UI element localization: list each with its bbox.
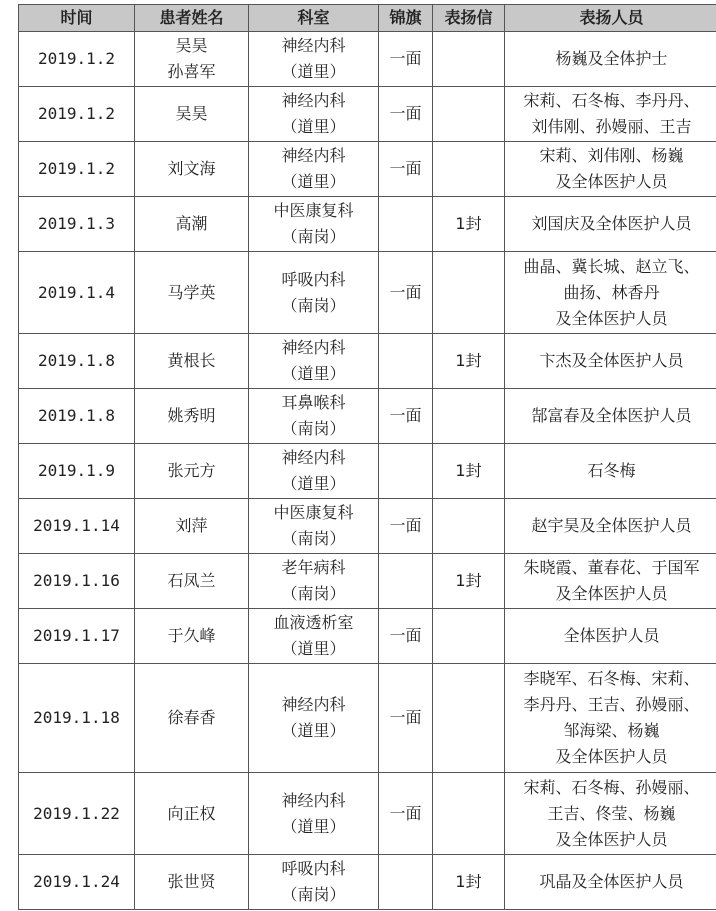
department-line: 神经内科 xyxy=(281,448,346,467)
letter-cell: 1封 xyxy=(433,444,505,499)
department-line: （南岗） xyxy=(281,584,346,603)
staff-line: 巩晶及全体医护人员 xyxy=(539,872,684,891)
letter-cell: 1封 xyxy=(433,554,505,609)
staff-line: 刘国庆及全体医护人员 xyxy=(531,214,692,233)
department-cell xyxy=(249,87,379,142)
date-cell: 2019.1.3 xyxy=(19,197,135,252)
patient-cell xyxy=(135,389,249,444)
banner-cell xyxy=(379,855,433,910)
patient-name: 黄根长 xyxy=(167,351,216,370)
patient-name: 孙喜军 xyxy=(167,62,216,81)
department-cell xyxy=(249,855,379,910)
table-row xyxy=(19,664,716,773)
header-staff: 表扬人员 xyxy=(505,5,716,32)
staff-cell xyxy=(505,444,716,499)
date-cell: 2019.1.18 xyxy=(19,664,135,773)
letter-cell xyxy=(433,252,505,334)
department-line: （南岗） xyxy=(281,529,346,548)
banner-cell: 一面 xyxy=(379,87,433,142)
date-cell: 2019.1.8 xyxy=(19,389,135,444)
date-cell: 2019.1.17 xyxy=(19,609,135,664)
table-row xyxy=(19,444,716,499)
patient-cell xyxy=(135,444,249,499)
department-line: （南岗） xyxy=(281,419,346,438)
date-cell: 2019.1.2 xyxy=(19,142,135,197)
patient-name: 张元方 xyxy=(167,461,216,480)
department-cell xyxy=(249,32,379,87)
staff-line: 宋莉、石冬梅、李丹丹、 xyxy=(523,91,700,110)
table-row xyxy=(19,32,716,87)
staff-cell xyxy=(505,773,716,855)
header-banner: 锦旗 xyxy=(379,5,433,32)
banner-cell: 一面 xyxy=(379,252,433,334)
department-cell xyxy=(249,444,379,499)
staff-line: 及全体医护人员 xyxy=(555,308,668,328)
department-cell xyxy=(249,554,379,609)
patient-name: 刘萍 xyxy=(175,516,208,535)
staff-line: 宋莉、刘伟刚、杨巍 xyxy=(539,146,684,165)
staff-line: 朱晓霞、董春花、于国军 xyxy=(523,558,700,577)
staff-cell xyxy=(505,87,716,142)
table-row xyxy=(19,87,716,142)
table-row xyxy=(19,334,716,389)
table-row xyxy=(19,855,716,910)
banner-cell xyxy=(379,444,433,499)
staff-cell xyxy=(505,499,716,554)
patient-name: 吴昊 xyxy=(175,104,208,123)
letter-cell: 1封 xyxy=(433,197,505,252)
department-line: 神经内科 xyxy=(281,338,346,357)
department-cell xyxy=(249,197,379,252)
department-line: 老年病科 xyxy=(281,558,346,577)
patient-cell xyxy=(135,87,249,142)
department-line: （道里） xyxy=(281,117,346,136)
department-cell xyxy=(249,773,379,855)
date-cell: 2019.1.9 xyxy=(19,444,135,499)
staff-line: 曲扬、林香丹 xyxy=(563,282,660,302)
staff-line: 李丹丹、王吉、孙嫚丽、 xyxy=(523,695,700,714)
staff-cell xyxy=(505,334,716,389)
letter-cell xyxy=(433,773,505,855)
staff-cell xyxy=(505,142,716,197)
department-line: （道里） xyxy=(281,721,346,740)
staff-line: 及全体医护人员 xyxy=(555,829,668,849)
department-cell xyxy=(249,252,379,334)
table-row xyxy=(19,773,716,855)
patient-name: 石凤兰 xyxy=(167,571,216,590)
date-cell: 2019.1.8 xyxy=(19,334,135,389)
date-cell: 2019.1.4 xyxy=(19,252,135,334)
department-cell xyxy=(249,499,379,554)
department-line: （南岗） xyxy=(281,295,346,315)
department-line: （道里） xyxy=(281,639,346,658)
banner-cell: 一面 xyxy=(379,773,433,855)
staff-cell xyxy=(505,252,716,334)
staff-line: 卞杰及全体医护人员 xyxy=(539,351,684,370)
staff-line: 曲晶、冀长城、赵立飞、 xyxy=(523,256,700,276)
staff-line: 刘伟刚、孙嫚丽、王吉 xyxy=(531,117,692,136)
staff-line: 宋莉、石冬梅、孙嫚丽、 xyxy=(523,777,700,797)
table-row xyxy=(19,252,716,334)
date-cell: 2019.1.2 xyxy=(19,87,135,142)
patient-name: 于久峰 xyxy=(167,626,216,645)
staff-line: 及全体医护人员 xyxy=(555,584,668,603)
date-cell: 2019.1.16 xyxy=(19,554,135,609)
patient-cell xyxy=(135,32,249,87)
department-cell xyxy=(249,609,379,664)
department-line: 神经内科 xyxy=(281,91,346,110)
staff-line: 赵宇昊及全体医护人员 xyxy=(531,516,692,535)
staff-line: 杨巍及全体护士 xyxy=(555,49,668,68)
letter-cell xyxy=(433,664,505,773)
patient-name: 姚秀明 xyxy=(167,406,216,425)
patient-name: 徐春香 xyxy=(167,708,216,727)
table-row xyxy=(19,142,716,197)
department-cell xyxy=(249,389,379,444)
letter-cell xyxy=(433,32,505,87)
department-line: 呼吸内科 xyxy=(281,269,346,289)
staff-cell xyxy=(505,609,716,664)
header-department: 科室 xyxy=(249,5,379,32)
banner-cell: 一面 xyxy=(379,142,433,197)
department-line: （南岗） xyxy=(281,885,346,904)
patient-cell xyxy=(135,252,249,334)
staff-line: 李晓军、石冬梅、宋莉、 xyxy=(523,669,700,688)
department-line: 血液透析室 xyxy=(273,613,354,632)
staff-line: 石冬梅 xyxy=(587,461,636,480)
patient-cell xyxy=(135,554,249,609)
department-line: 神经内科 xyxy=(281,790,346,810)
patient-cell xyxy=(135,499,249,554)
patient-cell xyxy=(135,773,249,855)
table-row xyxy=(19,609,716,664)
patient-cell xyxy=(135,197,249,252)
patient-name: 向正权 xyxy=(167,803,216,823)
staff-cell xyxy=(505,554,716,609)
banner-cell: 一面 xyxy=(379,499,433,554)
patient-cell xyxy=(135,855,249,910)
patient-cell xyxy=(135,609,249,664)
department-line: （南岗） xyxy=(281,227,346,246)
staff-line: 全体医护人员 xyxy=(563,626,660,645)
table-row xyxy=(19,389,716,444)
table-body xyxy=(19,32,716,910)
letter-cell: 1封 xyxy=(433,855,505,910)
department-line: 中医康复科 xyxy=(273,503,354,522)
header-row xyxy=(19,5,716,32)
staff-line: 及全体医护人员 xyxy=(555,747,668,766)
date-cell: 2019.1.22 xyxy=(19,773,135,855)
staff-cell xyxy=(505,32,716,87)
letter-cell xyxy=(433,389,505,444)
department-line: 中医康复科 xyxy=(273,201,354,220)
department-line: （道里） xyxy=(281,816,346,836)
department-line: 呼吸内科 xyxy=(281,859,346,878)
department-line: （道里） xyxy=(281,474,346,493)
staff-line: 王吉、佟莹、杨巍 xyxy=(547,803,676,823)
header-date: 时间 xyxy=(19,5,135,32)
patient-name: 张世贤 xyxy=(167,872,216,891)
department-cell xyxy=(249,142,379,197)
patient-name: 吴昊 xyxy=(175,36,208,55)
letter-cell xyxy=(433,142,505,197)
department-line: 神经内科 xyxy=(281,146,346,165)
banner-cell: 一面 xyxy=(379,664,433,773)
letter-cell: 1封 xyxy=(433,334,505,389)
letter-cell xyxy=(433,609,505,664)
staff-cell xyxy=(505,389,716,444)
table-row xyxy=(19,499,716,554)
commendation-table xyxy=(18,4,716,910)
patient-cell xyxy=(135,142,249,197)
date-cell: 2019.1.24 xyxy=(19,855,135,910)
staff-line: 邹海梁、杨巍 xyxy=(563,721,660,740)
patient-cell xyxy=(135,334,249,389)
staff-cell xyxy=(505,855,716,910)
header-letter: 表扬信 xyxy=(433,5,505,32)
department-line: 耳鼻喉科 xyxy=(281,393,346,412)
department-cell xyxy=(249,664,379,773)
banner-cell: 一面 xyxy=(379,609,433,664)
date-cell: 2019.1.14 xyxy=(19,499,135,554)
staff-line: 郜富春及全体医护人员 xyxy=(531,406,692,425)
table-row xyxy=(19,554,716,609)
banner-cell: 一面 xyxy=(379,32,433,87)
department-line: （道里） xyxy=(281,62,346,81)
header-patient: 患者姓名 xyxy=(135,5,249,32)
banner-cell xyxy=(379,334,433,389)
staff-cell xyxy=(505,197,716,252)
patient-name: 高潮 xyxy=(175,214,208,233)
department-cell xyxy=(249,334,379,389)
banner-cell xyxy=(379,554,433,609)
patient-name: 刘文海 xyxy=(167,159,216,178)
letter-cell xyxy=(433,87,505,142)
department-line: 神经内科 xyxy=(281,36,346,55)
letter-cell xyxy=(433,499,505,554)
patient-name: 马学英 xyxy=(167,282,216,302)
banner-cell xyxy=(379,197,433,252)
banner-cell: 一面 xyxy=(379,389,433,444)
department-line: （道里） xyxy=(281,172,346,191)
staff-cell xyxy=(505,664,716,773)
patient-cell xyxy=(135,664,249,773)
department-line: 神经内科 xyxy=(281,695,346,714)
department-line: （道里） xyxy=(281,364,346,383)
staff-line: 及全体医护人员 xyxy=(555,172,668,191)
table-row xyxy=(19,197,716,252)
date-cell: 2019.1.2 xyxy=(19,32,135,87)
